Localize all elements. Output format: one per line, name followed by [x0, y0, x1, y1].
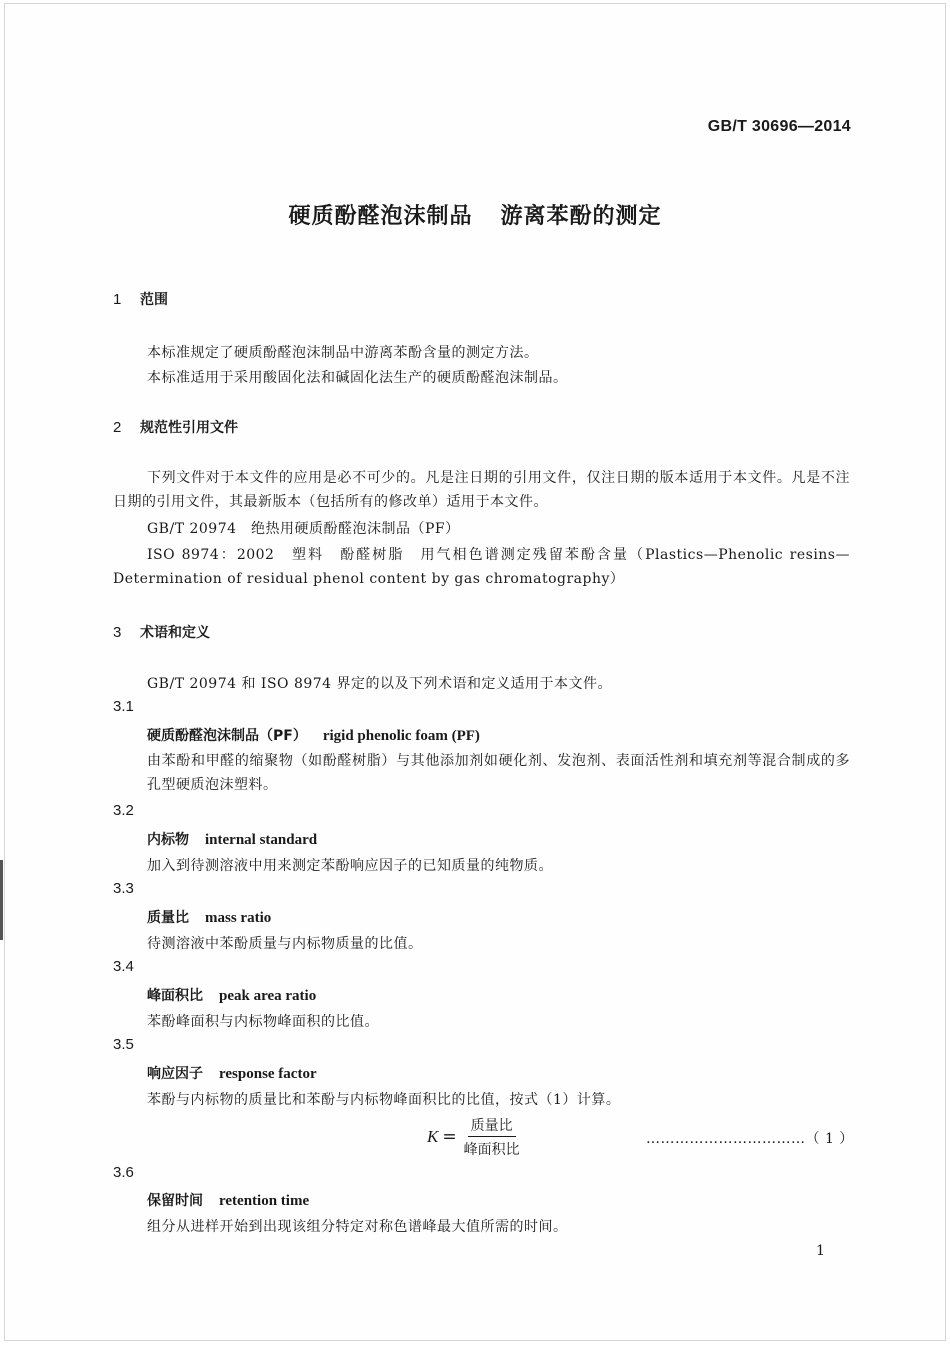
term-number: 3.6	[113, 1164, 134, 1181]
section-number: 1	[113, 291, 122, 308]
term-heading	[147, 725, 480, 745]
standard-code: GB/T 30696—2014	[707, 118, 851, 135]
term-definition: 组分从进样开始到出现该组分特定对称色谱峰最大值所需的时间。	[147, 1219, 568, 1235]
term-en: mass ratio	[205, 910, 272, 926]
term-definition: 苯酚峰面积与内标物峰面积的比值。	[147, 1014, 379, 1030]
term-heading	[147, 1190, 309, 1210]
term-number: 3.5	[113, 1036, 134, 1053]
term-heading	[147, 829, 317, 849]
term-heading	[147, 907, 271, 927]
section-1-paragraph-2: 本标准适用于采用酸固化法和碱固化法生产的硬质酚醛泡沫制品。	[147, 370, 568, 386]
section-number: 3	[113, 624, 122, 641]
reference-gbt-20974: GB/T 20974 绝热用硬质酚醛泡沫制品（PF）	[147, 521, 460, 537]
term-definition: 苯酚与内标物的质量比和苯酚与内标物峰面积比的比值，按式（1）计算。	[147, 1092, 621, 1108]
document-title	[0, 199, 950, 230]
section-3-intro: GB/T 20974 和 ISO 8974 界定的以及下列术语和定义适用于本文件。	[147, 676, 613, 692]
section-2-intro: 下列文件对于本文件的应用是必不可少的。凡是注日期的引用文件，仅注日期的版本适用于本文件。凡是不注日期的引用文件，其最新版本（包括所有的修改单）适用于本文件。	[113, 470, 850, 510]
term-number: 3.2	[113, 802, 134, 819]
term-en: rigid phenolic foam (PF)	[322, 728, 480, 744]
section-2-heading	[113, 417, 238, 437]
term-definition: 加入到待测溶液中用来测定苯酚响应因子的已知质量的纯物质。	[147, 858, 553, 874]
reference-iso-8974: ISO 8974：2002 塑料 酚醛树脂 用气相色谱测定残留苯酚含量（Plastics—Phenolic resins—Determination of residual phenol content by gas chromatography）	[113, 547, 850, 587]
term-en: internal standard	[205, 832, 318, 848]
section-1-paragraph-1: 本标准规定了硬质酚醛泡沫制品中游离苯酚含量的测定方法。	[147, 345, 539, 361]
term-zh: 质量比	[147, 910, 189, 926]
term-number: 3.4	[113, 958, 134, 975]
fraction-denominator: 峰面积比	[463, 1142, 520, 1158]
term-heading	[147, 985, 316, 1005]
page-number: 1	[816, 1243, 825, 1259]
section-title: 范围	[140, 292, 168, 308]
equation-1	[427, 1115, 523, 1159]
term-zh: 响应因子	[147, 1066, 203, 1082]
title-part-1: 硬质酚醛泡沫制品	[288, 204, 473, 229]
fraction	[461, 1115, 523, 1159]
equals-sign: =	[442, 1127, 457, 1147]
section-number: 2	[113, 419, 122, 436]
equation-tag: ……………………………（ 1 ）	[646, 1131, 854, 1147]
term-definition: 由苯酚和甲醛的缩聚物（如酚醛树脂）与其他添加剂如硬化剂、发泡剂、表面活性剂和填充剂等混合制成的多孔型硬质泡沫塑料。	[147, 753, 850, 793]
term-number: 3.1	[113, 698, 134, 715]
section-3-heading	[113, 622, 210, 642]
term-en: retention time	[219, 1193, 310, 1209]
section-1-heading	[113, 289, 168, 309]
term-zh: 内标物	[147, 832, 189, 848]
term-zh: 峰面积比	[147, 988, 203, 1004]
term-en: peak area ratio	[219, 988, 317, 1004]
term-en: response factor	[219, 1066, 317, 1082]
term-definition: 待测溶液中苯酚质量与内标物质量的比值。	[147, 936, 423, 952]
term-heading	[147, 1063, 317, 1083]
term-zh: 硬质酚醛泡沫制品（PF）	[147, 728, 307, 744]
section-title: 规范性引用文件	[140, 420, 238, 436]
scan-edge-mark	[0, 860, 3, 940]
fraction-numerator: 质量比	[468, 1115, 516, 1137]
term-number: 3.3	[113, 880, 134, 897]
term-zh: 保留时间	[147, 1193, 203, 1209]
title-part-2: 游离苯酚的测定	[500, 204, 662, 229]
equation-symbol: K	[427, 1127, 439, 1146]
section-title: 术语和定义	[140, 625, 210, 641]
